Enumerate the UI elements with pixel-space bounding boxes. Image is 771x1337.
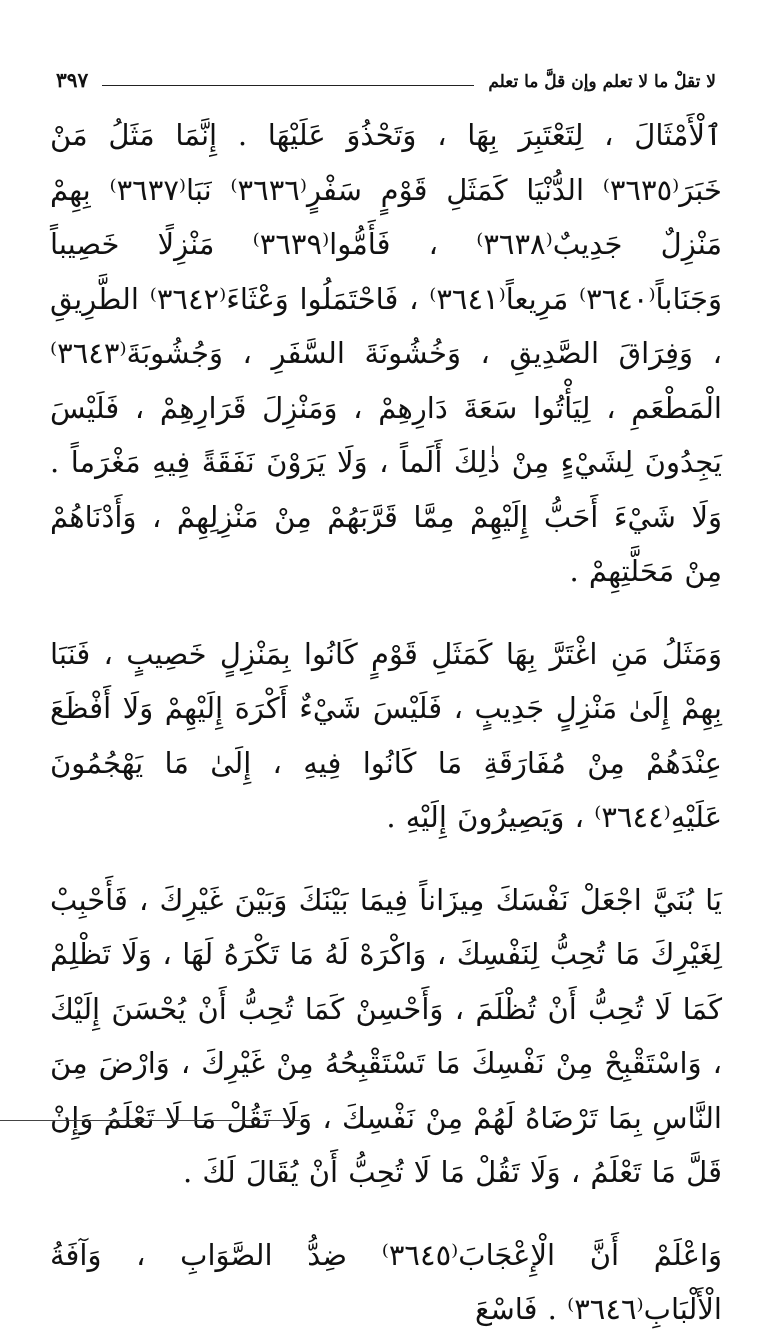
body-text xyxy=(50,108,722,1337)
header-rule xyxy=(102,85,474,86)
paragraph: وَمَثَلُ مَنِ اغْتَرَّ بِهَا كَمَثَلِ قَوْمٍ كَانُوا بِمَنْزِلٍ خَصِيبٍ ، فَنَبَا بِهِمْ إِلَىٰ مَنْزِلٍ جَدِيبٍ ، فَلَيْسَ شَيْءٌ أَكْرَهَ إِلَيْهِمْ وَلَا أَفْظَعَ عِنْدَهُمْ مِنْ مُفَارَقَةِ مَا كَانُوا فِيهِ ، إِلَىٰ مَا يَهْجُمُونَ عَلَيْهِ⁽٣٦٤٤⁾ ، وَيَصِيرُونَ إِلَيْهِ . xyxy=(50,636,722,834)
running-title: لا تقلْ ما لا تعلم وإن قلَّ ما تعلم xyxy=(488,72,716,92)
paragraph: وَاعْلَمْ أَنَّ الْإِعْجَابَ⁽٣٦٤٥⁾ ضِدُّ الصَّوَابِ ، وَآفَةُ الْأَلْبَابِ⁽٣٦٤٦⁾ . فَاسْعَ xyxy=(50,1237,723,1326)
paragraph: ٱلْأَمْثَالَ ، لِتَعْتَبِرَ بِهَا ، وَتَحْذُوَ عَلَيْهَا . إِنَّمَا مَثَلُ مَنْ خَبَرَ⁽٣٦٣٥⁾ الدُّنْيَا كَمَثَلِ قَوْمٍ سَفْرٍ⁽٣٦٣٦⁾ نَبَا⁽٣٦٣٧⁾ بِهِمْ مَنْزِلٌ جَدِيبٌ⁽٣٦٣٨⁾ ، فَأَمُّوا⁽٣٦٣٩⁾ مَنْزِلًا خَصِيباً وَجَنَاباً⁽٣٦٤٠⁾ مَرِيعاً⁽٣٦٤١⁾ ، فَاحْتَمَلُوا وَعْثَاءَ⁽٣٦٤٢⁾ الطَّرِيقِ ، وَفِرَاقَ الصَّدِيقِ ، وَخُشُونَةَ السَّفَرِ ، وَجُشُوبَةَ⁽٣٦٤٣⁾ الْمَطْعَمِ ، لِيَأْتُوا سَعَةَ دَارِهِمْ ، وَمَنْزِلَ قَرَارِهِمْ ، فَلَيْسَ يَجِدُونَ لِشَيْءٍ مِنْ ذٰلِكَ أَلَماً ، وَلَا يَرَوْنَ نَفَقَةً فِيهِ مَغْرَماً . وَلَا شَيْءَ أَحَبُّ إِلَيْهِمْ مِمَّا قَرَّبَهُمْ مِنْ مَنْزِلِهِمْ ، وَأَدْنَاهُمْ مِنْ مَحَلَّتِهِمْ . xyxy=(50,118,723,588)
page-number: ٣٩٧ xyxy=(56,68,89,92)
paragraph: يَا بُنَيَّ اجْعَلْ نَفْسَكَ مِيزَاناً فِيمَا بَيْنَكَ وَبَيْنَ غَيْرِكَ ، فَأَحْبِبْ لِغَيْرِكَ مَا تُحِبُّ لِنَفْسِكَ ، وَاكْرَهْ لَهُ مَا تَكْرَهُ لَهَا ، وَلَا تَظْلِمْ كَمَا لَا تُحِبُّ أَنْ تُظْلَمَ ، وَأَحْسِنْ كَمَا تُحِبُّ أَنْ يُحْسَنَ إِلَيْكَ ، وَاسْتَقْبِحْ مِنْ نَفْسِكَ مَا تَسْتَقْبِحُهُ مِنْ غَيْرِكَ ، وَارْضَ مِنَ النَّاسِ بِمَا تَرْضَاهُ لَهُمْ مِنْ نَفْسِكَ ، وَلَا تَقُلْ مَا لَا تَعْلَمُ وَإِنْ قَلَّ مَا تَعْلَمُ ، وَلَا تَقُلْ مَا لَا تُحِبُّ أَنْ يُقَالَ لَكَ . xyxy=(50,882,723,1189)
running-header xyxy=(56,68,716,92)
footnote-rule xyxy=(0,1120,300,1121)
